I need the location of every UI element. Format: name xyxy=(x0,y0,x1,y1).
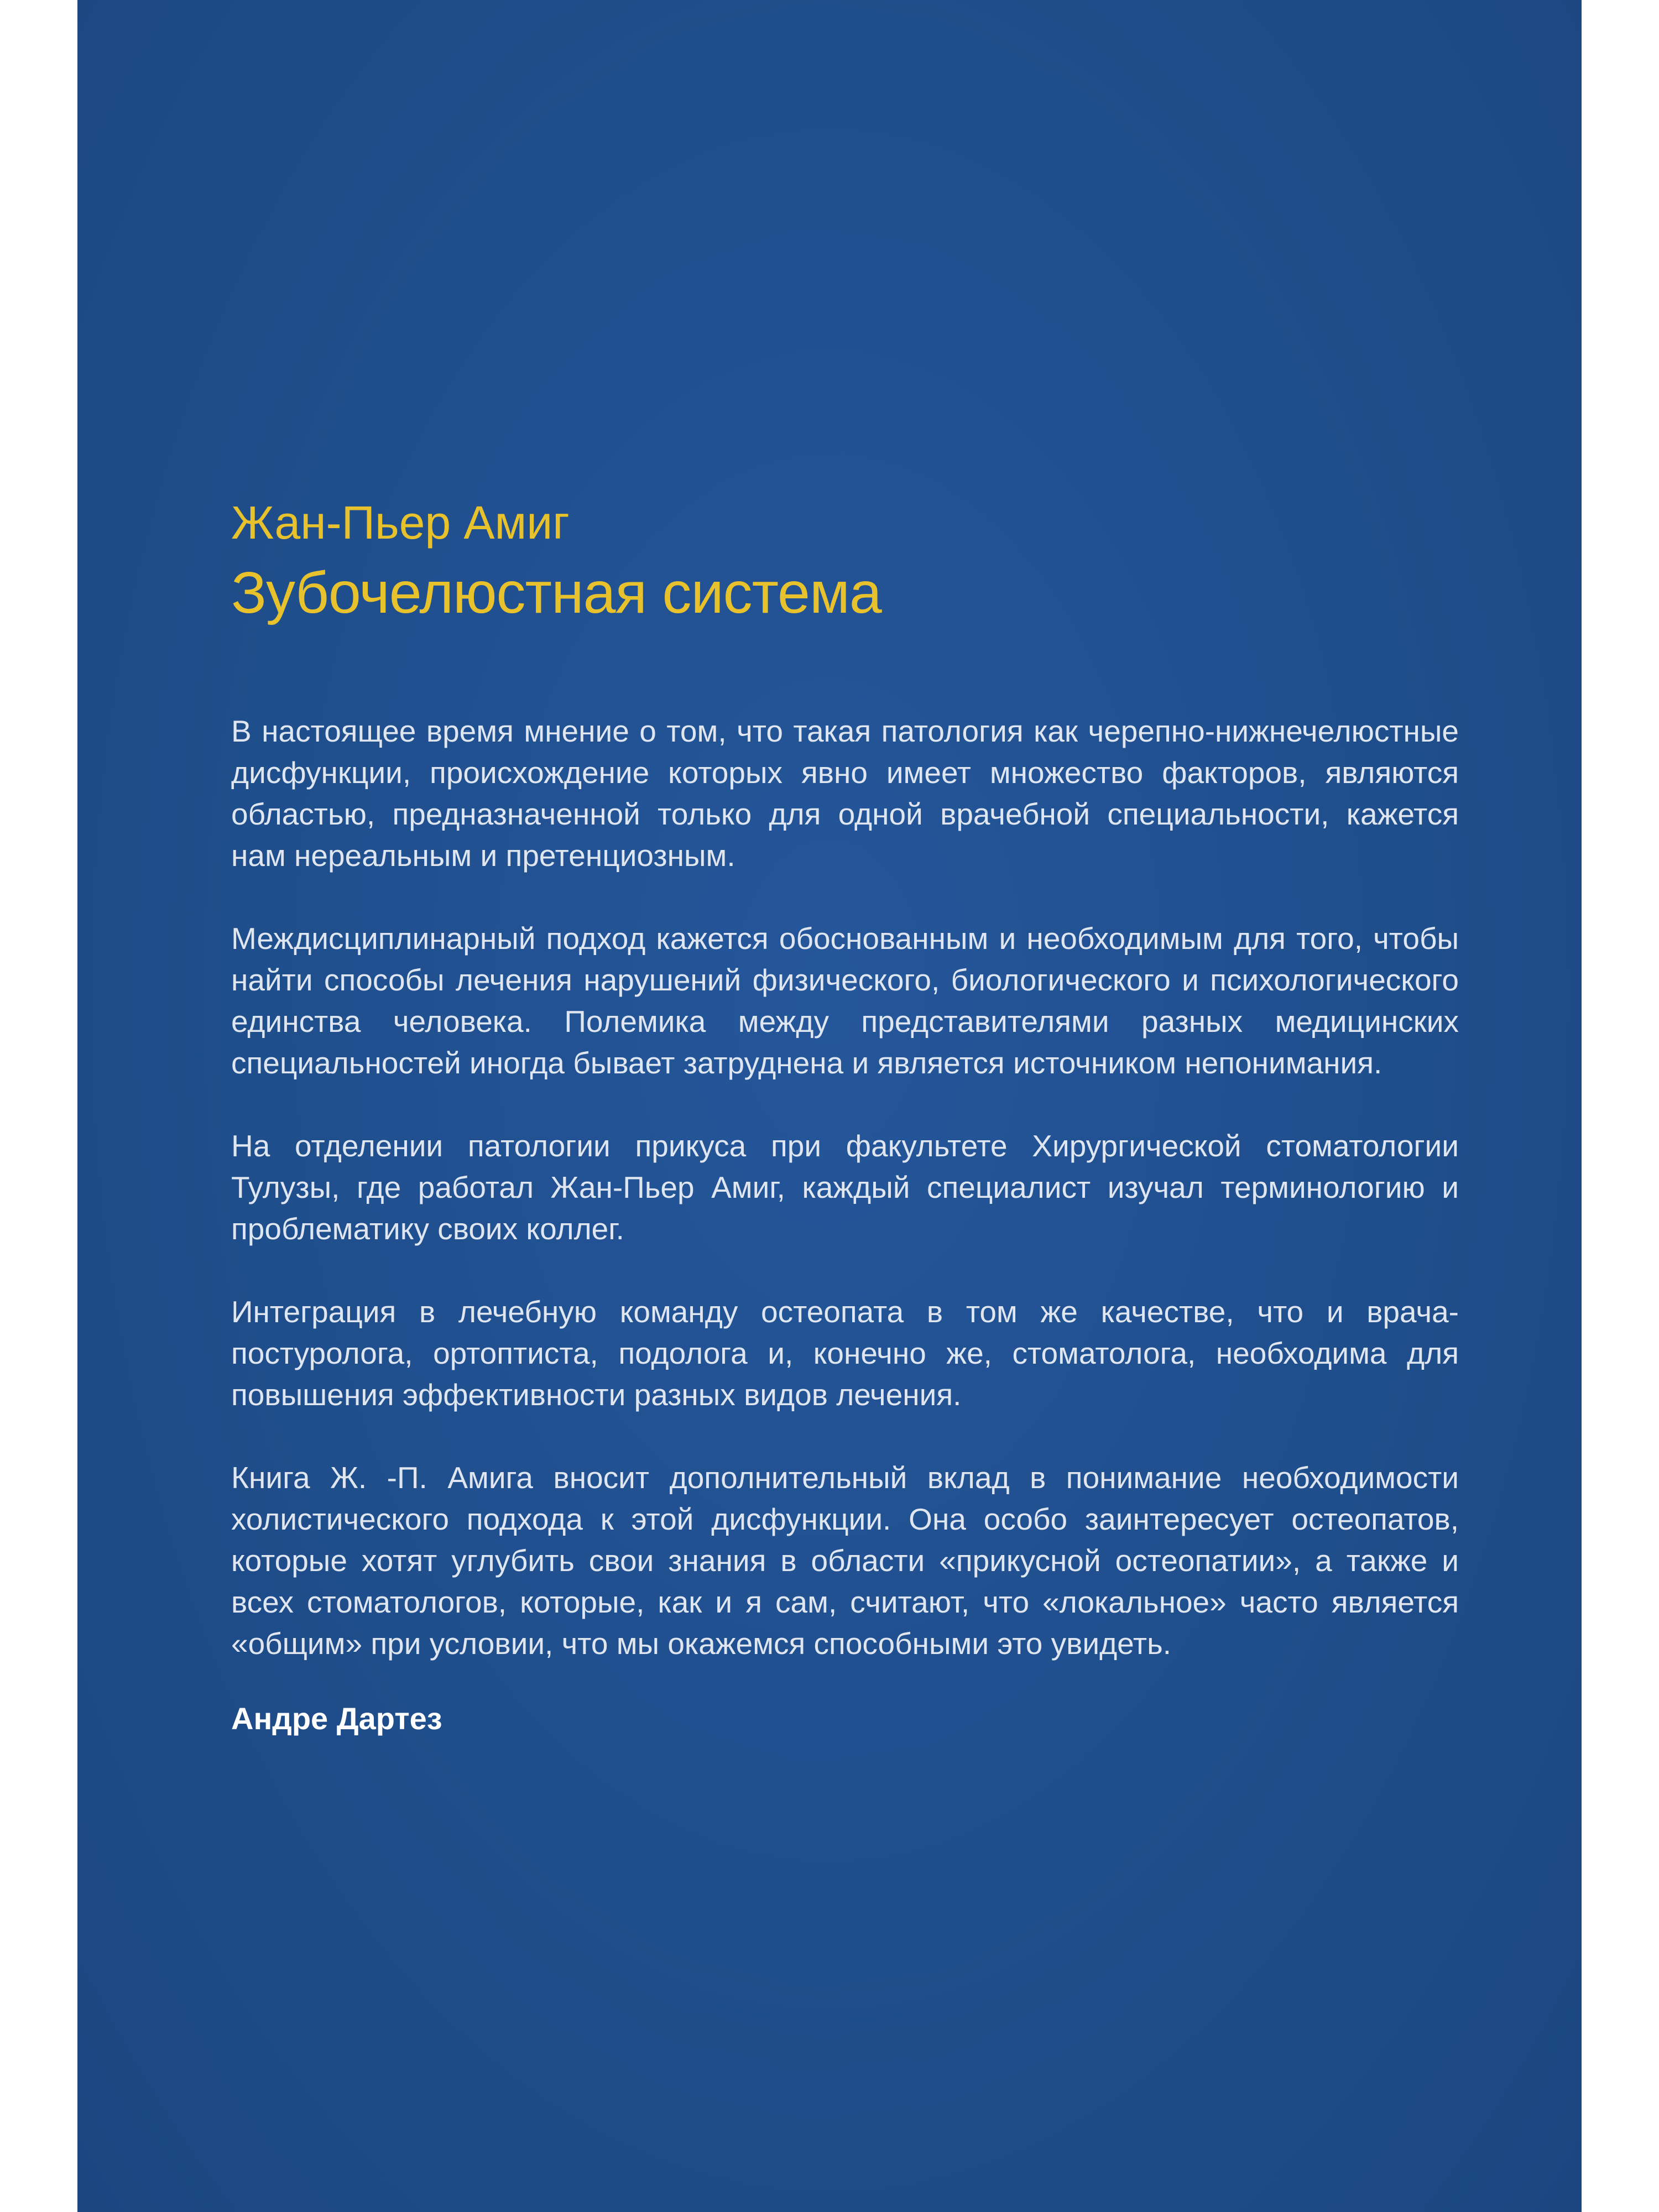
book-title: Зубочелюстная система xyxy=(231,560,881,625)
blurb-text xyxy=(231,711,1459,1739)
cover-content xyxy=(231,495,1459,1781)
blurb-paragraph: В настоящее время мнение о том, что такая патология как черепно-нижнечелюстные дисфункции, происхождение которых явно имеет множество факторов, являются областью, предназначенной только для одной врачебной специальности, кажется нам нереальным и претенциозным. xyxy=(231,714,1459,873)
blurb-paragraph: Интеграция в лечебную команду остеопата в том же качестве, что и врача-постуролога, ортоптиста, подолога и, конечно же, стоматолога, необходима для повышения эффективности разных видов лечения. xyxy=(231,1295,1459,1412)
author-name: Жан-Пьер Амиг xyxy=(231,497,570,549)
signature: Андре Дартез xyxy=(231,1701,442,1736)
blurb-paragraph: На отделении патологии прикуса при факультете Хирургической стоматологии Тулузы, где работал Жан-Пьер Амиг, каждый специалист изучал терминологию и проблематику своих коллег. xyxy=(231,1129,1459,1246)
blurb-paragraph: Междисциплинарный подход кажется обоснованным и необходимым для того, чтобы найти способы лечения нарушений физического, биологического и психологического единства человека. Полемика между представителями разных медицинских специальностей иногда бывает затруднена и является источником непонимания. xyxy=(231,921,1459,1080)
blurb-paragraph: Книга Ж. -П. Амига вносит дополнительный вклад в понимание необходимости холистического подхода к этой дисфункции. Она особо заинтересует остеопатов, которые хотят углубить свои знания в области «прикусной остеопатии», а также и всех стоматологов, которые, как и я сам, считают, что «локальное» часто является «общим» при условии, что мы окажемся способными это увидеть. xyxy=(231,1460,1459,1661)
